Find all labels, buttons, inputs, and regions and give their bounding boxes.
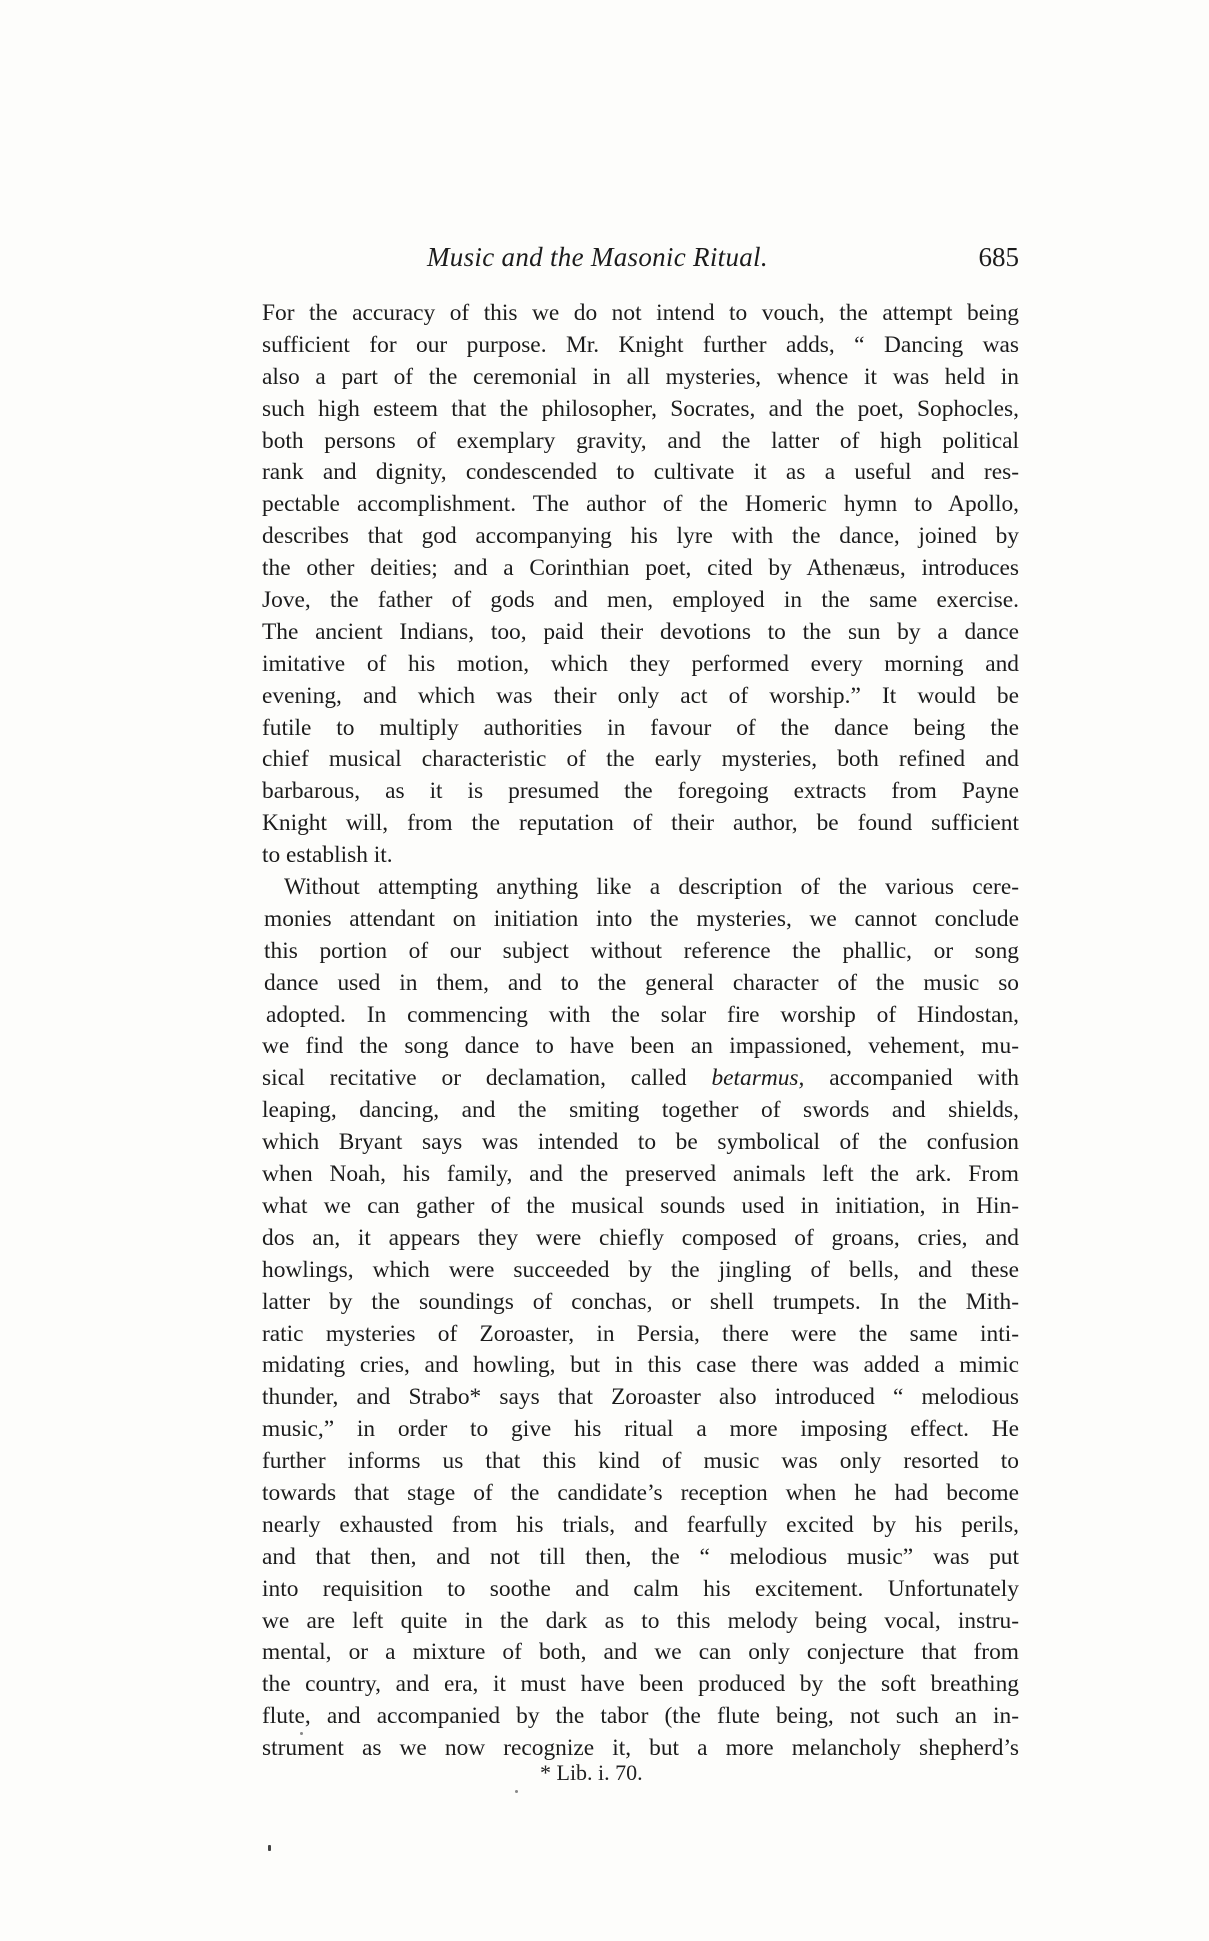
text-line: this portion of our subject without reference the phallic, or song	[264, 937, 1019, 964]
text-line: towards that stage of the candidate’s reception when he had become	[262, 1479, 1019, 1506]
text-line: describes that god accompanying his lyre with the dance, joined by	[262, 523, 1019, 550]
text-line: dos an, it appears they were chiefly composed of groans, cries, and	[262, 1224, 1019, 1251]
text-segment: accompanied with	[804, 1065, 1019, 1092]
text-line: we find the song dance to have been an impassioned, vehement, mu-	[262, 1033, 1019, 1060]
footnote: * Lib. i. 70.	[540, 1760, 643, 1785]
text-line-with-italic	[262, 1063, 1019, 1095]
ink-speck	[515, 1790, 518, 1793]
text-line-paragraph-start: Without attempting anything like a description of the various cere-	[284, 874, 1019, 901]
text-line: further informs us that this kind of music was only resorted to	[262, 1448, 1019, 1475]
page-number: 685	[978, 242, 1019, 272]
text-line: sufficient for our purpose. Mr. Knight further adds, “ Dancing was	[262, 331, 1019, 358]
text-line: For the accuracy of this we do not intend to vouch, the attempt being	[262, 300, 1019, 326]
text-line: strument as we now recognize it, but a more melancholy shepherd’s	[262, 1735, 1019, 1762]
text-line: also a part of the ceremonial in all mysteries, whence it was held in	[262, 363, 1019, 390]
text-line: Knight will, from the reputation of their author, be found sufficient	[262, 810, 1019, 837]
text-line: imitative of his motion, which they performed every morning and	[262, 650, 1019, 677]
text-line: mental, or a mixture of both, and we can only conjecture that from	[262, 1639, 1019, 1666]
text-line: adopted. In commencing with the solar fire worship of Hindostan,	[266, 1001, 1019, 1028]
text-line: howlings, which were succeeded by the jingling of bells, and these	[262, 1256, 1019, 1283]
text-segment: sical recitative or declamation, called	[262, 1065, 712, 1092]
running-title: Music and the Masonic Ritual.	[427, 242, 768, 272]
text-line: the other deities; and a Corinthian poet, cited by Athenæus, introduces	[262, 555, 1019, 582]
text-line: leaping, dancing, and the smiting together of swords and shields,	[262, 1097, 1019, 1124]
text-line: ratic mysteries of Zoroaster, in Persia, there were the same inti-	[262, 1320, 1019, 1347]
body-text	[262, 298, 1019, 1765]
italic-term: betarmus,	[711, 1065, 805, 1092]
text-line: when Noah, his family, and the preserved animals left the ark. From	[262, 1161, 1019, 1188]
text-line: and that then, and not till then, the “ melodious music” was put	[262, 1543, 1019, 1570]
text-line: pectable accomplishment. The author of the Homeric hymn to Apollo,	[262, 491, 1019, 518]
text-line: which Bryant says was intended to be symbolical of the confusion	[262, 1129, 1019, 1156]
text-line: The ancient Indians, too, paid their devotions to the sun by a dance	[262, 618, 1019, 645]
text-line: music,” in order to give his ritual a more imposing effect. He	[262, 1416, 1019, 1443]
text-line: we are left quite in the dark as to this melody being vocal, instru-	[262, 1607, 1019, 1634]
text-line: barbarous, as it is presumed the foregoing extracts from Payne	[262, 778, 1019, 805]
text-line: thunder, and Strabo* says that Zoroaster also introduced “ melodious	[262, 1384, 1019, 1411]
text-line: flute, and accompanied by the tabor (the flute being, not such an in-	[262, 1703, 1019, 1730]
text-line: dance used in them, and to the general character of the music so	[264, 969, 1019, 996]
text-line: what we can gather of the musical sounds used in initiation, in Hin-	[262, 1192, 1019, 1219]
text-line: monies attendant on initiation into the mysteries, we cannot conclude	[264, 905, 1019, 932]
text-line: chief musical characteristic of the early mysteries, both refined and	[262, 746, 1019, 773]
text-line: latter by the soundings of conchas, or shell trumpets. In the Mith-	[262, 1288, 1019, 1315]
text-line: evening, and which was their only act of worship.” It would be	[262, 682, 1019, 709]
ink-speck	[268, 1845, 271, 1851]
text-line: both persons of exemplary gravity, and the latter of high political	[262, 427, 1019, 454]
text-line: rank and dignity, condescended to cultivate it as a useful and res-	[262, 459, 1019, 486]
text-line: midating cries, and howling, but in this case there was added a mimic	[262, 1352, 1019, 1379]
text-line: the country, and era, it must have been produced by the soft breathing	[262, 1671, 1019, 1698]
running-head	[262, 242, 1019, 282]
text-line-paragraph-end: to establish it.	[262, 842, 393, 869]
text-line: into requisition to soothe and calm his excitement. Unfortunately	[262, 1575, 1019, 1602]
text-line: such high esteem that the philosopher, Socrates, and the poet, Sophocles,	[262, 395, 1019, 422]
text-line: futile to multiply authorities in favour of the dance being the	[262, 714, 1019, 741]
text-line: Jove, the father of gods and men, employed in the same exercise.	[262, 587, 1019, 614]
text-line: nearly exhausted from his trials, and fearfully excited by his perils,	[262, 1511, 1019, 1538]
ink-speck	[300, 1732, 303, 1735]
